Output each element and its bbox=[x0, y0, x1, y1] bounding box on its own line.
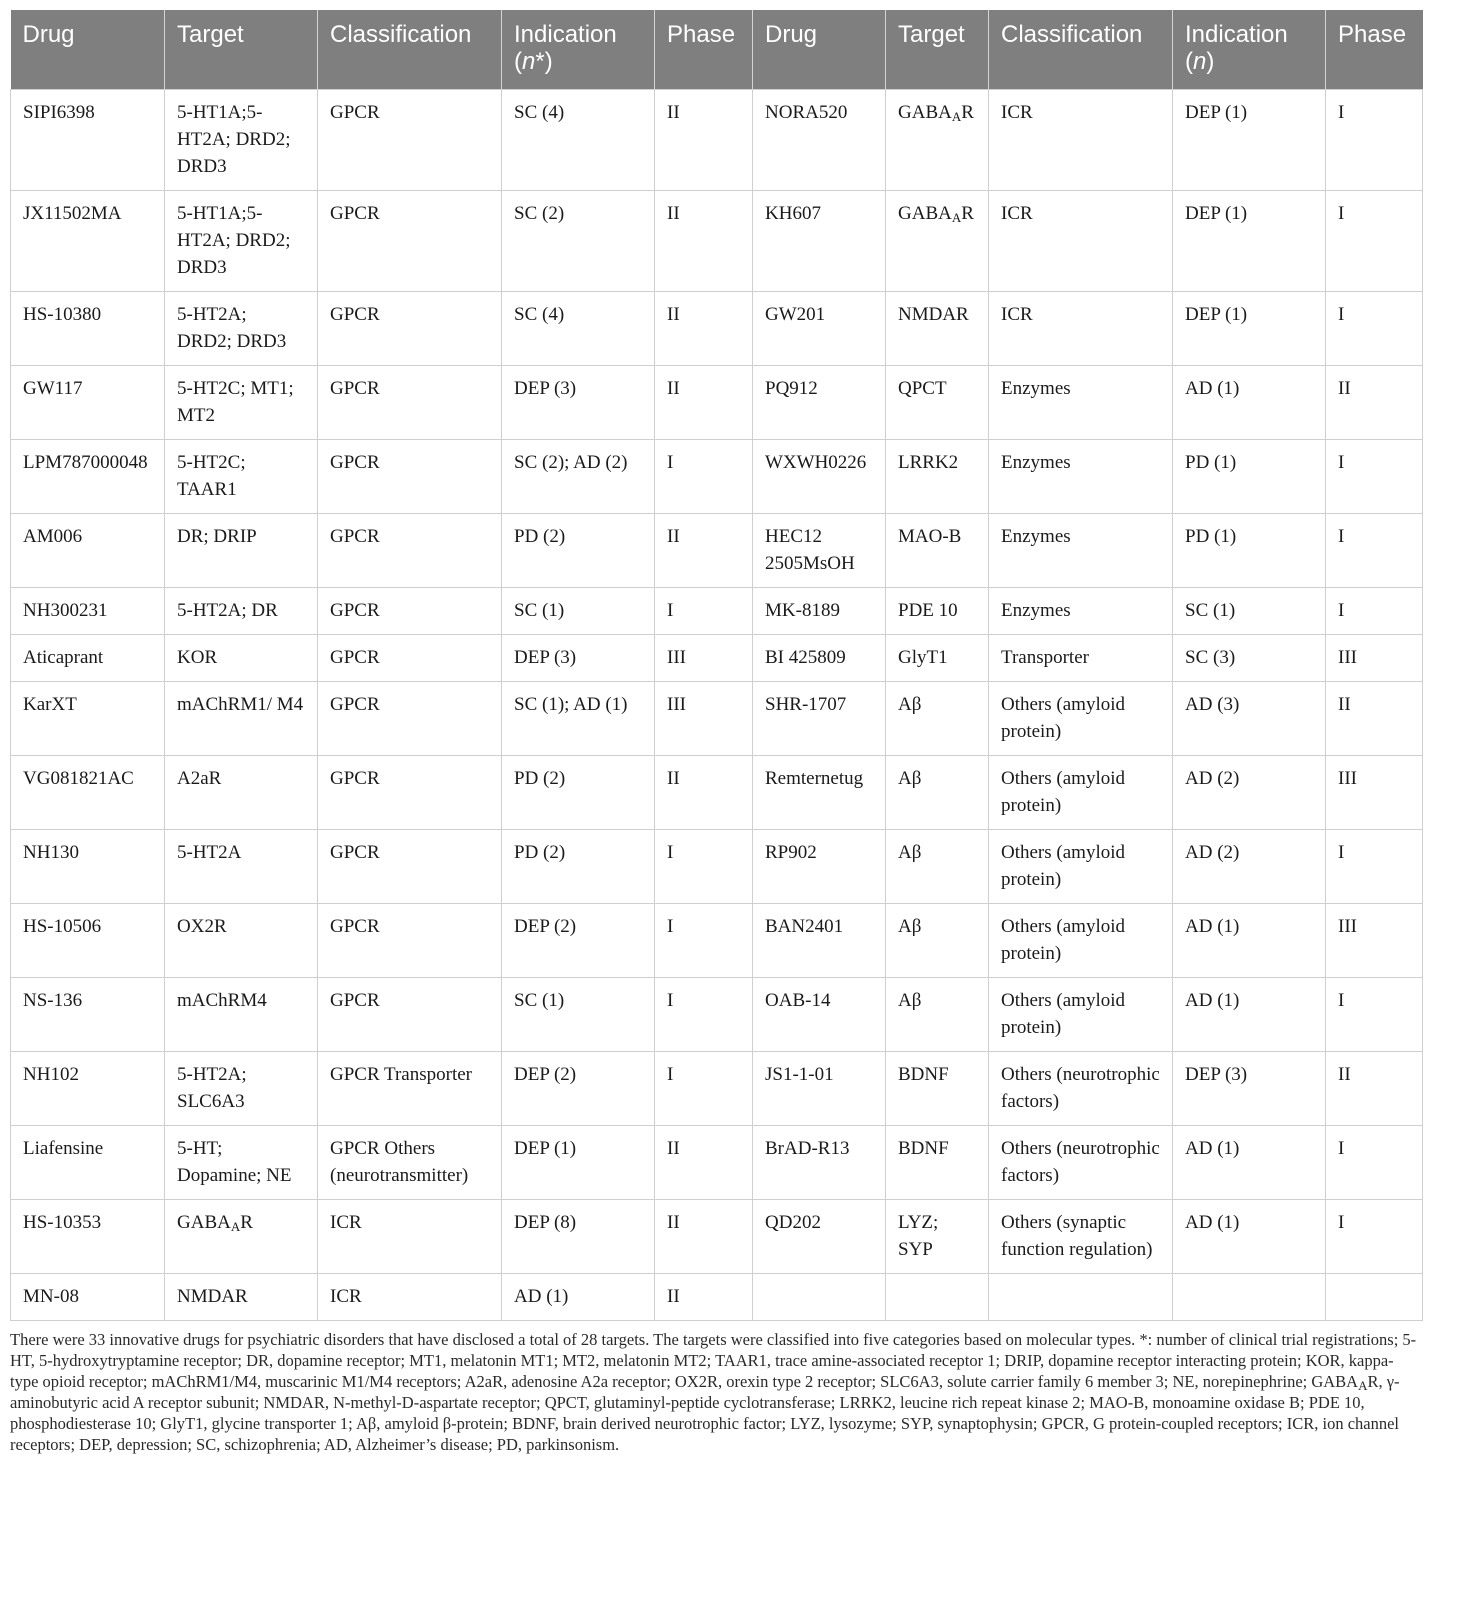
cell-target: NMDAR bbox=[165, 1274, 318, 1321]
cell-drug: JX11502MA bbox=[11, 191, 165, 292]
cell-phase: I bbox=[1326, 978, 1423, 1052]
cell-indication: DEP (3) bbox=[1173, 1052, 1326, 1126]
table-row bbox=[11, 292, 1423, 366]
table-row bbox=[11, 1200, 1423, 1274]
cell-indication: PD (1) bbox=[1173, 440, 1326, 514]
cell-phase: III bbox=[1326, 635, 1423, 682]
cell-drug: Liafensine bbox=[11, 1126, 165, 1200]
cell-classification: Transporter bbox=[989, 635, 1173, 682]
cell-target: 5-HT2A; SLC6A3 bbox=[165, 1052, 318, 1126]
cell-indication: SC (1); AD (1) bbox=[502, 682, 655, 756]
cell-classification: Enzymes bbox=[989, 440, 1173, 514]
cell-target: QPCT bbox=[886, 366, 989, 440]
cell-classification: GPCR bbox=[318, 90, 502, 191]
cell-classification: GPCR bbox=[318, 635, 502, 682]
cell-indication: PD (2) bbox=[502, 830, 655, 904]
cell-classification: GPCR bbox=[318, 514, 502, 588]
cell-classification: GPCR bbox=[318, 978, 502, 1052]
cell-indication: SC (1) bbox=[1173, 588, 1326, 635]
cell-target: LYZ; SYP bbox=[886, 1200, 989, 1274]
cell-phase: II bbox=[655, 90, 753, 191]
cell-phase: I bbox=[1326, 191, 1423, 292]
cell-target: mAChRM1/ M4 bbox=[165, 682, 318, 756]
cell-indication: PD (2) bbox=[502, 756, 655, 830]
cell-classification: Others (neurotrophic factors) bbox=[989, 1126, 1173, 1200]
cell-drug: HS-10380 bbox=[11, 292, 165, 366]
cell-indication: DEP (1) bbox=[502, 1126, 655, 1200]
cell-classification: ICR bbox=[989, 292, 1173, 366]
cell-indication: SC (4) bbox=[502, 292, 655, 366]
cell-phase: II bbox=[1326, 366, 1423, 440]
cell-phase: III bbox=[655, 682, 753, 756]
column-header-phase-left bbox=[655, 10, 753, 90]
cell-phase: III bbox=[655, 635, 753, 682]
header-label: Phase bbox=[1338, 21, 1407, 48]
column-header-drug-right bbox=[753, 10, 886, 90]
column-header-drug-left bbox=[11, 10, 165, 90]
cell-indication: SC (4) bbox=[502, 90, 655, 191]
cell-drug: NH300231 bbox=[11, 588, 165, 635]
drug-table bbox=[10, 10, 1423, 1321]
cell-classification: Others (amyloid protein) bbox=[989, 756, 1173, 830]
cell-drug: PQ912 bbox=[753, 366, 886, 440]
cell-drug: BrAD-R13 bbox=[753, 1126, 886, 1200]
column-header-classification-left bbox=[318, 10, 502, 90]
header-label: Phase bbox=[667, 21, 736, 48]
cell-drug: BAN2401 bbox=[753, 904, 886, 978]
table-row bbox=[11, 830, 1423, 904]
cell-classification: ICR bbox=[989, 90, 1173, 191]
column-header-indication-left bbox=[502, 10, 655, 90]
cell-classification: ICR bbox=[989, 191, 1173, 292]
cell-classification: ICR bbox=[318, 1274, 502, 1321]
cell-target: Aβ bbox=[886, 830, 989, 904]
header-label: Drug bbox=[22, 21, 75, 48]
cell-target: $GABA_AR$ bbox=[165, 1200, 318, 1274]
cell-target bbox=[886, 1274, 989, 1321]
cell-drug: KH607 bbox=[753, 191, 886, 292]
table-row bbox=[11, 440, 1423, 514]
cell-indication: AD (1) bbox=[1173, 1126, 1326, 1200]
cell-classification: GPCR bbox=[318, 682, 502, 756]
cell-classification: GPCR bbox=[318, 191, 502, 292]
cell-classification: Others (amyloid protein) bbox=[989, 904, 1173, 978]
header-label: Target bbox=[898, 21, 965, 48]
cell-drug: Remternetug bbox=[753, 756, 886, 830]
cell-drug: GW201 bbox=[753, 292, 886, 366]
cell-drug: MK-8189 bbox=[753, 588, 886, 635]
cell-drug: KarXT bbox=[11, 682, 165, 756]
cell-classification: GPCR bbox=[318, 366, 502, 440]
cell-target: $GABA_AR$ bbox=[886, 90, 989, 191]
cell-classification: Others (neurotrophic factors) bbox=[989, 1052, 1173, 1126]
cell-classification: Enzymes bbox=[989, 366, 1173, 440]
cell-phase: I bbox=[1326, 514, 1423, 588]
cell-indication: DEP (3) bbox=[502, 366, 655, 440]
table-row bbox=[11, 1052, 1423, 1126]
cell-phase: I bbox=[1326, 1200, 1423, 1274]
cell-target: 5-HT2A; DRD2; DRD3 bbox=[165, 292, 318, 366]
table-row bbox=[11, 514, 1423, 588]
cell-phase: I bbox=[655, 830, 753, 904]
cell-indication: AD (1) bbox=[502, 1274, 655, 1321]
cell-indication: AD (1) bbox=[1173, 978, 1326, 1052]
cell-target: 5-HT2C; MT1; MT2 bbox=[165, 366, 318, 440]
cell-indication: DEP (8) bbox=[502, 1200, 655, 1274]
table-row bbox=[11, 1274, 1423, 1321]
table-row bbox=[11, 588, 1423, 635]
column-header-classification-right bbox=[989, 10, 1173, 90]
cell-classification: Enzymes bbox=[989, 514, 1173, 588]
cell-drug: RP902 bbox=[753, 830, 886, 904]
cell-target: 5-HT1A;5-HT2A; DRD2; DRD3 bbox=[165, 191, 318, 292]
cell-phase: I bbox=[655, 978, 753, 1052]
cell-classification bbox=[989, 1274, 1173, 1321]
cell-phase: II bbox=[655, 514, 753, 588]
cell-indication: AD (1) bbox=[1173, 1200, 1326, 1274]
cell-phase: I bbox=[1326, 90, 1423, 191]
cell-indication: DEP (2) bbox=[502, 1052, 655, 1126]
cell-phase: I bbox=[655, 1052, 753, 1126]
cell-drug: LPM787000048 bbox=[11, 440, 165, 514]
cell-target: LRRK2 bbox=[886, 440, 989, 514]
cell-phase: I bbox=[655, 904, 753, 978]
cell-drug bbox=[753, 1274, 886, 1321]
cell-drug: GW117 bbox=[11, 366, 165, 440]
table-row bbox=[11, 978, 1423, 1052]
cell-phase: III bbox=[1326, 756, 1423, 830]
cell-phase: II bbox=[655, 1274, 753, 1321]
cell-classification: GPCR bbox=[318, 830, 502, 904]
cell-indication: AD (2) bbox=[1173, 756, 1326, 830]
header-sublabel: (n*) bbox=[514, 48, 553, 75]
cell-classification: GPCR bbox=[318, 904, 502, 978]
cell-classification: GPCR bbox=[318, 756, 502, 830]
cell-drug: SIPI6398 bbox=[11, 90, 165, 191]
cell-drug: AM006 bbox=[11, 514, 165, 588]
cell-indication: DEP (2) bbox=[502, 904, 655, 978]
cell-drug: NH130 bbox=[11, 830, 165, 904]
table-row bbox=[11, 90, 1423, 191]
cell-classification: GPCR bbox=[318, 292, 502, 366]
cell-classification: Others (amyloid protein) bbox=[989, 978, 1173, 1052]
cell-target: $GABA_AR$ bbox=[886, 191, 989, 292]
cell-drug: MN-08 bbox=[11, 1274, 165, 1321]
cell-drug: Aticaprant bbox=[11, 635, 165, 682]
cell-indication bbox=[1173, 1274, 1326, 1321]
cell-drug: JS1-1-01 bbox=[753, 1052, 886, 1126]
table-row bbox=[11, 682, 1423, 756]
cell-target: 5-HT2A bbox=[165, 830, 318, 904]
cell-phase: I bbox=[1326, 1126, 1423, 1200]
cell-drug: HEC12 2505MsOH bbox=[753, 514, 886, 588]
cell-indication: AD (3) bbox=[1173, 682, 1326, 756]
cell-target: 5-HT2C; TAAR1 bbox=[165, 440, 318, 514]
header-label: Classification bbox=[330, 21, 472, 48]
cell-phase: II bbox=[1326, 682, 1423, 756]
cell-phase: I bbox=[1326, 440, 1423, 514]
cell-target: OX2R bbox=[165, 904, 318, 978]
cell-phase: II bbox=[655, 756, 753, 830]
cell-indication: SC (3) bbox=[1173, 635, 1326, 682]
cell-drug: HS-10353 bbox=[11, 1200, 165, 1274]
cell-classification: Others (amyloid protein) bbox=[989, 682, 1173, 756]
cell-drug: BI 425809 bbox=[753, 635, 886, 682]
cell-phase: II bbox=[655, 1200, 753, 1274]
cell-target: 5-HT1A;5-HT2A; DRD2; DRD3 bbox=[165, 90, 318, 191]
cell-indication: SC (1) bbox=[502, 978, 655, 1052]
cell-phase: I bbox=[655, 440, 753, 514]
cell-target: MAO-B bbox=[886, 514, 989, 588]
table-row bbox=[11, 366, 1423, 440]
cell-classification: Others (synaptic function regulation) bbox=[989, 1200, 1173, 1274]
cell-drug: OAB-14 bbox=[753, 978, 886, 1052]
header-label: Target bbox=[177, 21, 244, 48]
cell-target: KOR bbox=[165, 635, 318, 682]
cell-drug: HS-10506 bbox=[11, 904, 165, 978]
cell-drug: VG081821AC bbox=[11, 756, 165, 830]
cell-indication: DEP (1) bbox=[1173, 292, 1326, 366]
cell-target: BDNF bbox=[886, 1126, 989, 1200]
cell-target: mAChRM4 bbox=[165, 978, 318, 1052]
cell-classification: GPCR Others (neurotransmitter) bbox=[318, 1126, 502, 1200]
table-row bbox=[11, 1126, 1423, 1200]
cell-phase: II bbox=[655, 366, 753, 440]
header-label: Indication bbox=[514, 21, 617, 48]
header-label: Classification bbox=[1001, 21, 1143, 48]
cell-phase bbox=[1326, 1274, 1423, 1321]
column-header-phase-right bbox=[1326, 10, 1423, 90]
cell-classification: GPCR bbox=[318, 440, 502, 514]
cell-phase: II bbox=[655, 1126, 753, 1200]
column-header-indication-right bbox=[1173, 10, 1326, 90]
cell-target: DR; DRIP bbox=[165, 514, 318, 588]
cell-indication: AD (1) bbox=[1173, 366, 1326, 440]
cell-indication: SC (1) bbox=[502, 588, 655, 635]
table-row bbox=[11, 635, 1423, 682]
cell-indication: AD (1) bbox=[1173, 904, 1326, 978]
cell-target: NMDAR bbox=[886, 292, 989, 366]
cell-indication: DEP (3) bbox=[502, 635, 655, 682]
column-header-target-right bbox=[886, 10, 989, 90]
cell-target: 5-HT2A; DR bbox=[165, 588, 318, 635]
table-body bbox=[11, 90, 1423, 1321]
cell-phase: II bbox=[655, 191, 753, 292]
cell-phase: I bbox=[1326, 588, 1423, 635]
cell-phase: I bbox=[1326, 292, 1423, 366]
cell-indication: SC (2); AD (2) bbox=[502, 440, 655, 514]
cell-target: Aβ bbox=[886, 904, 989, 978]
cell-target: A2aR bbox=[165, 756, 318, 830]
cell-indication: SC (2) bbox=[502, 191, 655, 292]
cell-classification: Others (amyloid protein) bbox=[989, 830, 1173, 904]
cell-phase: III bbox=[1326, 904, 1423, 978]
header-label: Drug bbox=[765, 21, 818, 48]
cell-target: Aβ bbox=[886, 756, 989, 830]
cell-indication: DEP (1) bbox=[1173, 90, 1326, 191]
table-row bbox=[11, 756, 1423, 830]
cell-classification: GPCR Transporter bbox=[318, 1052, 502, 1126]
table-header-row bbox=[11, 10, 1423, 90]
cell-drug: QD202 bbox=[753, 1200, 886, 1274]
cell-target: Aβ bbox=[886, 682, 989, 756]
cell-indication: PD (2) bbox=[502, 514, 655, 588]
column-header-target-left bbox=[165, 10, 318, 90]
cell-drug: SHR-1707 bbox=[753, 682, 886, 756]
cell-target: 5-HT; Dopamine; NE bbox=[165, 1126, 318, 1200]
cell-classification: GPCR bbox=[318, 588, 502, 635]
cell-target: Aβ bbox=[886, 978, 989, 1052]
table-row bbox=[11, 904, 1423, 978]
cell-phase: I bbox=[1326, 830, 1423, 904]
header-label: Indication bbox=[1185, 21, 1288, 48]
table-footnote: There were 33 innovative drugs for psychiatric disorders that have disclosed a total of 28 targets. The targets were classified into five categories based on molecular types. *: number of clinical trial registrations; 5-HT, 5-hydroxytryptamine receptor; DR, dopamine receptor; MT1, melatonin MT1; MT2, melatonin MT2; TAAR1, trace amine-associated receptor 1; DRIP, dopamine receptor interacting protein; KOR, kappa-type opioid receptor; mAChRM1/M4, muscarinic M1/M4 receptors; A2aR, adenosine A2a receptor; OX2R, orexin type 2 receptor; SLC6A3, solute carrier family 6 member 3; NE, norepinephrine; $GABA_AR$, γ-aminobutyric acid A receptor subunit; NMDAR, N-methyl-D-aspartate receptor; QPCT, glutaminyl-peptide cyclotransferase; LRRK2, leucine rich repeat kinase 2; MAO-B, monoamine oxidase B; PDE 10, phosphodiesterase 10; GlyT1, glycine transporter 1; Aβ, amyloid β-protein; BDNF, brain derived neurotrophic factor; LYZ, lysozyme; SYP, synaptophysin; GPCR, G protein-coupled receptors; ICR, ion channel receptors; DEP, depression; SC, schizophrenia; AD, Alzheimer’s disease; PD, parkinsonism. bbox=[10, 1330, 1417, 1454]
cell-indication: PD (1) bbox=[1173, 514, 1326, 588]
cell-drug: WXWH0226 bbox=[753, 440, 886, 514]
cell-classification: ICR bbox=[318, 1200, 502, 1274]
cell-indication: AD (2) bbox=[1173, 830, 1326, 904]
cell-classification: Enzymes bbox=[989, 588, 1173, 635]
cell-phase: I bbox=[655, 588, 753, 635]
cell-target: GlyT1 bbox=[886, 635, 989, 682]
cell-phase: II bbox=[655, 292, 753, 366]
cell-drug: NH102 bbox=[11, 1052, 165, 1126]
table-row bbox=[11, 191, 1423, 292]
header-sublabel: (n) bbox=[1185, 48, 1215, 75]
cell-drug: NORA520 bbox=[753, 90, 886, 191]
cell-target: BDNF bbox=[886, 1052, 989, 1126]
cell-drug: NS-136 bbox=[11, 978, 165, 1052]
cell-phase: II bbox=[1326, 1052, 1423, 1126]
cell-indication: DEP (1) bbox=[1173, 191, 1326, 292]
cell-target: PDE 10 bbox=[886, 588, 989, 635]
